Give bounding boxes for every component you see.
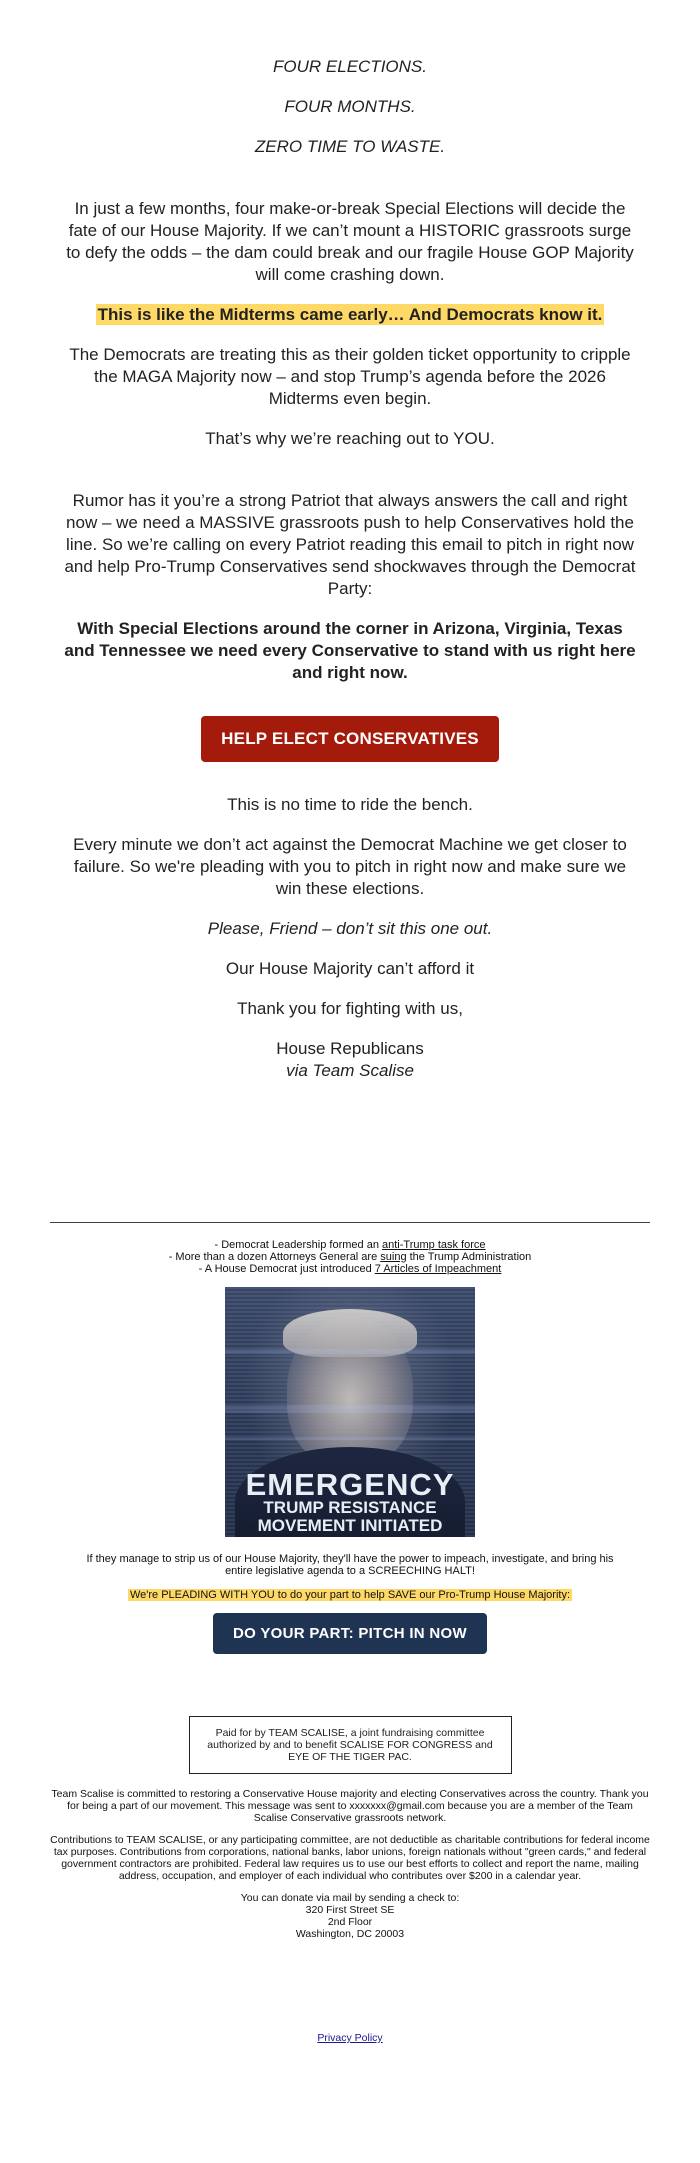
suing-link[interactable]: suing — [380, 1251, 407, 1263]
anti-trump-task-force-link[interactable]: anti-Trump task force — [382, 1239, 486, 1251]
emergency-poster-image[interactable] — [225, 1287, 475, 1537]
thank-you-paragraph: Thank you for fighting with us, — [237, 999, 463, 1018]
bullet-item: - More than a dozen Attorneys General are suing the Trump Administration — [168, 1251, 532, 1263]
poster-subtitle: TRUMP RESISTANCE MOVEMENT INITIATED — [257, 1498, 443, 1535]
bullet-item: - Democrat Leadership formed an anti-Trump task force — [214, 1239, 486, 1251]
contributions-disclaimer: Contributions to TEAM SCALISE, or any participating committee, are not deductible as charitable contributions for federal income tax purposes. Contributions from corporations, national banks, labor unions, foreign nationals without "green cards," and federal government contractors are prohibited. Federal law requires us to use our best efforts to collect and report the name, mailing address, occupation, and employer of each individual who contributes over $200 in a calendar year. — [50, 1834, 650, 1882]
articles-of-impeachment-link[interactable]: 7 Articles of Impeachment — [374, 1263, 502, 1275]
bullet-list — [50, 1239, 650, 1275]
highlight-midterms: This is like the Midterms came early… And Democrats know it. — [97, 305, 603, 324]
address-line: 2nd Floor — [327, 1916, 373, 1928]
header-line-3: ZERO TIME TO WASTE. — [254, 137, 446, 156]
highlight-pleading: We're PLEADING WITH YOU to do your part to help SAVE our Pro-Trump House Majority: — [129, 1589, 570, 1601]
footer-divider — [50, 1222, 650, 1223]
header-line-1: FOUR ELECTIONS. — [273, 57, 427, 76]
paid-for-box: Paid for by TEAM SCALISE, a joint fundraising committee authorized by and to benefit SCALISE FOR CONGRESS and EYE OF THE TIGER PAC. — [189, 1716, 512, 1774]
every-minute-paragraph: Every minute we don’t act against the Democrat Machine we get closer to failure. So we're pleading with you to pitch in right now and make sure we win these elections. — [73, 835, 627, 898]
rumor-paragraph: Rumor has it you’re a strong Patriot that always answers the call and right now – we need a MASSIVE grassroots push to help Conservatives hold the line. So we’re calling on every Patriot reading this email to pitch in right now and help Pro-Trump Conservatives send shockwaves through the Democrat Party: — [64, 491, 636, 598]
reaching-out-paragraph: That’s why we’re reaching out to YOU. — [205, 429, 495, 448]
signature-via: via Team Scalise — [286, 1061, 414, 1080]
no-time-paragraph: This is no time to ride the bench. — [227, 795, 473, 814]
footer — [50, 1239, 650, 2046]
house-majority-paragraph: Our House Majority can’t afford it — [225, 959, 475, 978]
please-friend-paragraph: Please, Friend – don’t sit this one out. — [207, 919, 493, 938]
mail-donation: You can donate via mail by sending a check to: 320 First Street SE 2nd Floor Washington, DC 20003 — [50, 1892, 650, 1940]
address-line: Washington, DC 20003 — [295, 1928, 405, 1940]
signature: House Republicans — [276, 1039, 424, 1058]
warning-text: If they manage to strip us of our House Majority, they'll have the power to impeach, investigate, and bring his entire legislative agenda to a SCREECHING HALT! — [86, 1553, 614, 1577]
commitment-text: Team Scalise is committed to restoring a Conservative House majority and electing Conservatives across the country. Thank you for being a part of our movement. This message was sent to xxxxxxx@gmail.com because you are a member of the Team Scalise Conservative grassroots network. — [51, 1788, 649, 1824]
help-elect-conservatives-button[interactable]: HELP ELECT CONSERVATIVES — [201, 716, 499, 762]
poster-title: EMERGENCY — [245, 1467, 455, 1502]
bullet-item: - A House Democrat just introduced 7 Articles of Impeachment — [198, 1263, 502, 1275]
email-body — [60, 56, 640, 1082]
header-line-2: FOUR MONTHS. — [284, 97, 416, 116]
intro-paragraph: In just a few months, four make-or-break Special Elections will decide the fate of our House Majority. If we can’t mount a HISTORIC grassroots surge to defy the odds – the dam could break and our fragile House GOP Majority will come crashing down. — [66, 199, 634, 284]
privacy-policy-link[interactable]: Privacy Policy — [317, 2032, 383, 2044]
address-line: 320 First Street SE — [305, 1904, 395, 1916]
special-elections-paragraph: With Special Elections around the corner in Arizona, Virginia, Texas and Tennessee we need every Conservative to stand with us right here and right now. — [64, 619, 636, 682]
democrats-paragraph: The Democrats are treating this as their golden ticket opportunity to cripple the MAGA Majority now – and stop Trump’s agenda before the 2026 Midterms even begin. — [69, 345, 631, 408]
pitch-in-now-button[interactable]: DO YOUR PART: PITCH IN NOW — [213, 1613, 487, 1654]
